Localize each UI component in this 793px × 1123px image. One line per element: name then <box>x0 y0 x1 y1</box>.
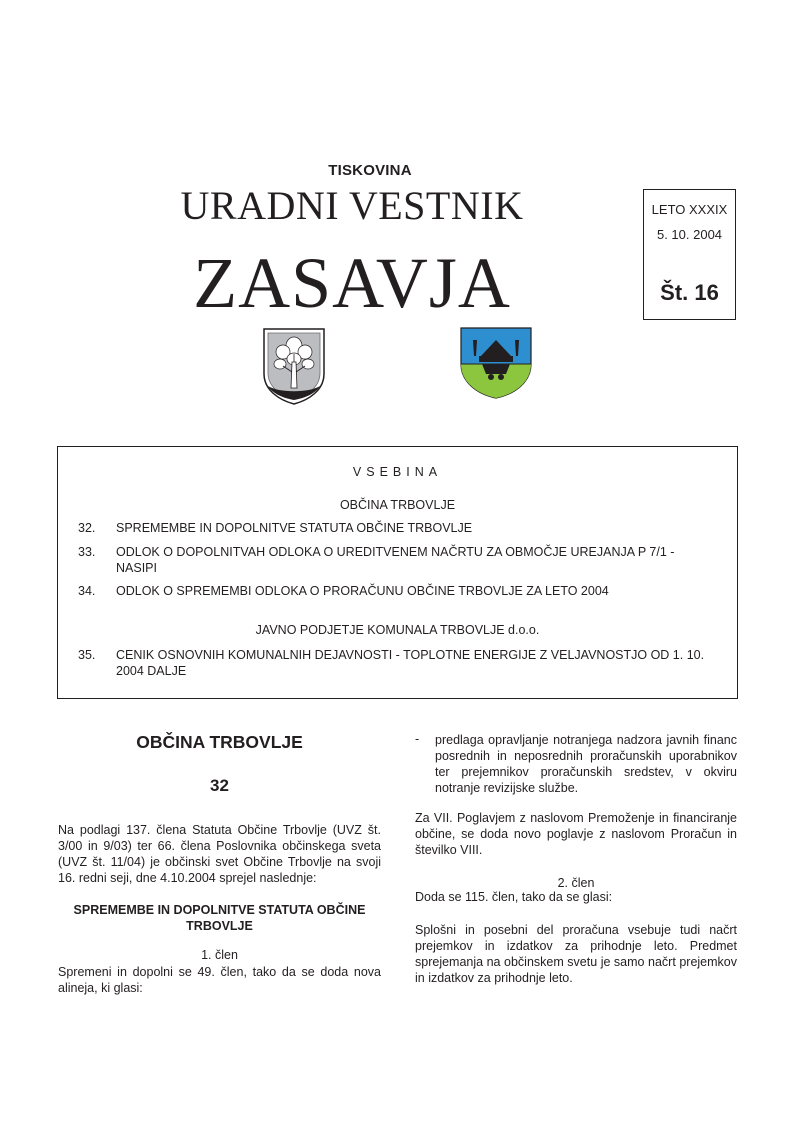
issue-number: Št. 16 <box>660 280 719 305</box>
paragraph: Splošni in posebni del proračuna vsebuje tudi načrt prejemkov in izdatkov za prihodnje leto. Predmet sprejemanja na občinskem svetu je samo načrt prejemkov in izdatkov za prihodnje leto. <box>415 923 737 985</box>
toc-item-number: 32. <box>78 521 96 535</box>
toc-heading: VSEBINA <box>352 465 443 479</box>
issue-year: LETO XXXIX <box>651 202 728 217</box>
article-intro: Na podlagi 137. člena Statuta Občine Trbovlje (UVZ št. 3/00 in 9/03) ter 66. člena Poslovnika občinskega sveta (UVZ št. 11/04) je občinski svet Občine Trbovlje na svoji 16. redni seji, dne 4.10.2004 sprejel naslednje: <box>58 823 381 885</box>
bullet-text: predlaga opravljanje notranjega nadzora javnih financ posrednih in neposrednih proračunskih uporabnikov ter prejemnikov proračunskih sredstev, v okviru notranje revizijske službe. <box>435 733 737 795</box>
article-number: 32 <box>210 776 229 795</box>
toc-section-title: OBČINA TRBOVLJE <box>339 498 456 512</box>
issue-box <box>643 189 736 320</box>
bullet-dash: - <box>415 732 420 746</box>
clen-2-text: Doda se 115. člen, tako da se glasi: <box>415 890 613 904</box>
paragraph: Za VII. Poglavjem z naslovom Premoženje in financiranje občine, se doda novo poglavje z naslovom Proračun in številko VIII. <box>415 811 737 857</box>
masthead-title: URADNI VESTNIK <box>180 183 524 228</box>
toc-item-title: SPREMEMBE IN DOPOLNITVE STATUTA OBČINE TRBOVLJE <box>116 521 473 535</box>
oak-tree-coat-of-arms-icon <box>261 326 327 406</box>
list-item <box>415 732 737 796</box>
clen-1-heading: 1. člen <box>201 948 238 962</box>
toc-item-title: CENIK OSNOVNIH KOMUNALNIH DEJAVNOSTI - TOPLOTNE ENERGIJE Z VELJAVNOSTJO OD 1. 10. 2004 DALJE <box>116 648 705 678</box>
clen-2-heading: 2. člen <box>557 876 595 890</box>
section-title: OBČINA TRBOVLJE <box>136 732 303 752</box>
masthead-name: ZASAVJA <box>193 243 511 323</box>
toc-item-title: ODLOK O SPREMEMBI ODLOKA O PRORAČUNU OBČINE TRBOVLJE ZA LETO 2004 <box>116 584 609 598</box>
toc-section-title: JAVNO PODJETJE KOMUNALA TRBOVLJE d.o.o. <box>255 623 540 637</box>
decree-title: SPREMEMBE IN DOPOLNITVE STATUTA OBČINE TRBOVLJE <box>73 903 366 933</box>
masthead-kicker: TISKOVINA <box>328 162 412 179</box>
table-of-contents <box>57 446 738 699</box>
issue-date: 5. 10. 2004 <box>656 227 723 242</box>
toc-item-number: 34. <box>78 584 96 598</box>
clen-1-text: Spremeni in dopolni se 49. člen, tako da se doda nova alineja, ki glasi: <box>58 965 381 995</box>
mine-cart-coat-of-arms-icon <box>459 326 533 400</box>
toc-item-title: ODLOK O DOPOLNITVAH ODLOKA O UREDITVENEM NAČRTU ZA OBMOČJE UREJANJA P 7/1 - NASIPI <box>116 545 675 575</box>
toc-item-number: 35. <box>78 648 96 662</box>
toc-item-number: 33. <box>78 545 96 559</box>
